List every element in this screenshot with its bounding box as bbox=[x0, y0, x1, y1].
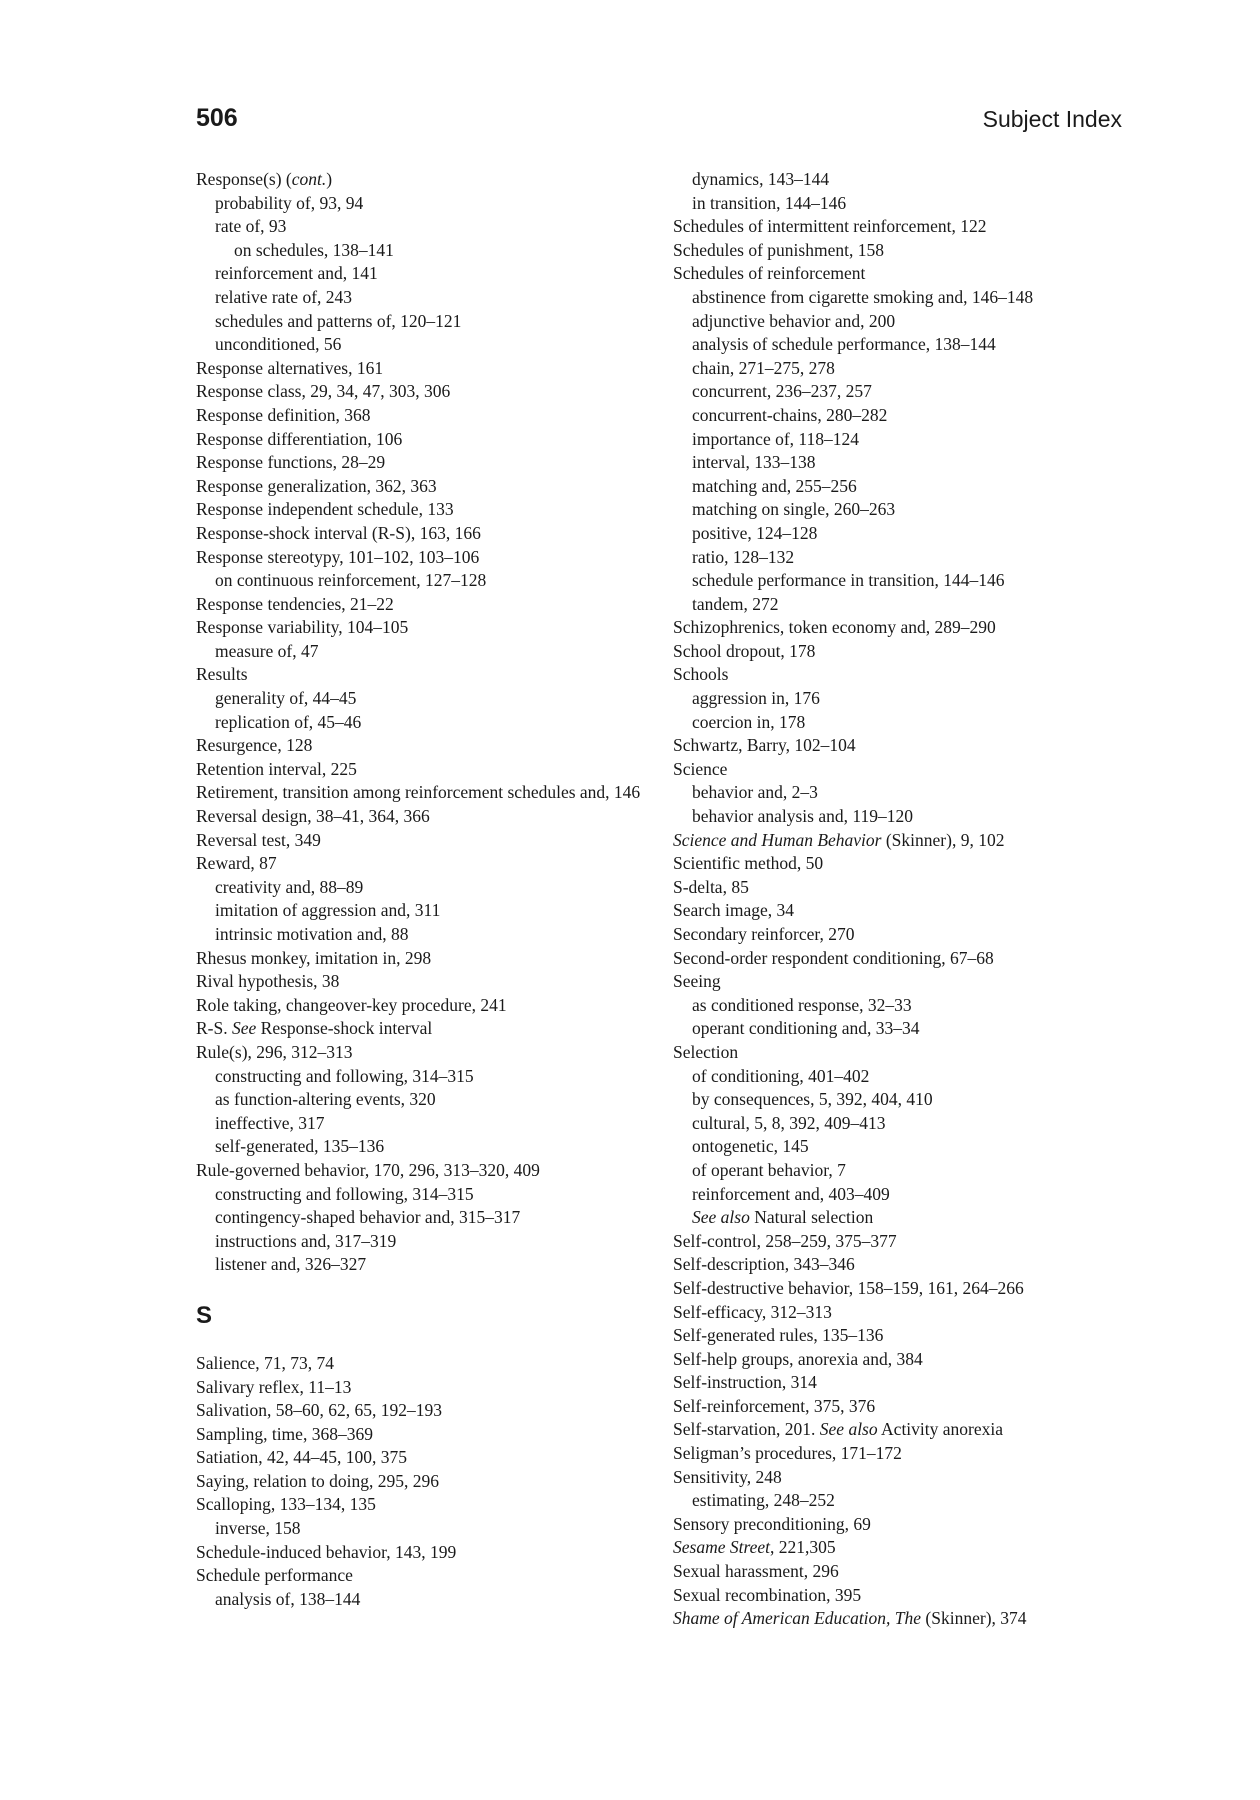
index-subentry bbox=[692, 781, 1123, 805]
index-entry bbox=[673, 970, 1123, 994]
italic-text: Shame of American Education, The bbox=[673, 1608, 922, 1629]
index-entry bbox=[196, 1399, 656, 1423]
index-subentry bbox=[215, 687, 656, 711]
index-entry bbox=[196, 1470, 656, 1494]
index-entry bbox=[196, 451, 656, 475]
entry-text: Response tendencies, 21–22 bbox=[196, 593, 394, 614]
entry-text: Salivation, 58–60, 62, 65, 192–193 bbox=[196, 1400, 442, 1421]
index-subentry bbox=[692, 1489, 1123, 1513]
index-entry bbox=[196, 1446, 656, 1470]
index-subentry bbox=[692, 1065, 1123, 1089]
entry-text: generality of, 44–45 bbox=[215, 688, 357, 709]
index-entry bbox=[196, 1423, 656, 1447]
entry-text: Retention interval, 225 bbox=[196, 758, 357, 779]
entry-text: aggression in, 176 bbox=[692, 688, 820, 709]
index-subentry bbox=[692, 1183, 1123, 1207]
index-subentry bbox=[215, 1065, 656, 1089]
entry-text: cultural, 5, 8, 392, 409–413 bbox=[692, 1112, 886, 1133]
index-subentry bbox=[692, 498, 1123, 522]
index-subentry bbox=[692, 310, 1123, 334]
index-subentry bbox=[215, 1206, 656, 1230]
running-head: Subject Index bbox=[982, 106, 1122, 132]
index-entry bbox=[673, 1442, 1123, 1466]
index-subentry bbox=[692, 286, 1123, 310]
index-subentry bbox=[215, 1253, 656, 1277]
entry-text: interval, 133–138 bbox=[692, 452, 816, 473]
index-subentry bbox=[692, 1206, 1123, 1230]
index-subentry bbox=[215, 310, 656, 334]
index-subentry bbox=[692, 333, 1123, 357]
entry-text: listener and, 326–327 bbox=[215, 1254, 367, 1275]
entry-text: constructing and following, 314–315 bbox=[215, 1065, 474, 1086]
index-entry bbox=[673, 1253, 1123, 1277]
index-subentry bbox=[215, 711, 656, 735]
index-subentry bbox=[215, 640, 656, 664]
index-entry bbox=[196, 404, 656, 428]
entry-text: Self-help groups, anorexia and, 384 bbox=[673, 1348, 923, 1369]
entry-text: in transition, 144–146 bbox=[692, 192, 847, 213]
entry-text: (Skinner), 374 bbox=[921, 1608, 1027, 1629]
entry-text: measure of, 47 bbox=[215, 640, 319, 661]
entry-text: creativity and, 88–89 bbox=[215, 876, 364, 897]
index-entry bbox=[196, 947, 656, 971]
entry-text: Activity anorexia bbox=[877, 1419, 1004, 1440]
index-entry bbox=[673, 1277, 1123, 1301]
entry-text: imitation of aggression and, 311 bbox=[215, 900, 441, 921]
index-entry bbox=[673, 1607, 1123, 1631]
index-entry bbox=[196, 380, 656, 404]
index-subentry bbox=[692, 1017, 1123, 1041]
entry-text: Schedules of reinforcement bbox=[673, 263, 866, 284]
entry-text: (Skinner), 9, 102 bbox=[881, 829, 1005, 850]
index-subentry bbox=[692, 1135, 1123, 1159]
index-entry bbox=[196, 616, 656, 640]
entry-text: Resurgence, 128 bbox=[196, 735, 313, 756]
entry-text: Salivary reflex, 11–13 bbox=[196, 1376, 352, 1397]
italic-text: cont. bbox=[291, 169, 327, 189]
entry-text: Scalloping, 133–134, 135 bbox=[196, 1494, 376, 1515]
entry-text: ineffective, 317 bbox=[215, 1112, 325, 1133]
entry-text: positive, 124–128 bbox=[692, 522, 818, 543]
entry-text: Retirement, transition among reinforcement schedules and, 146 bbox=[196, 782, 641, 803]
entry-text: matching and, 255–256 bbox=[692, 475, 857, 496]
index-entry bbox=[196, 168, 656, 192]
entry-text: R-S. bbox=[196, 1018, 232, 1039]
entry-text: Self-destructive behavior, 158–159, 161, 264–266 bbox=[673, 1277, 1024, 1298]
index-subentry bbox=[215, 1088, 656, 1112]
index-subentry bbox=[215, 215, 656, 239]
entry-text: Second-order respondent conditioning, 67–68 bbox=[673, 947, 994, 968]
index-entry bbox=[196, 498, 656, 522]
index-entry bbox=[673, 215, 1123, 239]
index-entry bbox=[196, 546, 656, 570]
index-entry bbox=[673, 852, 1123, 876]
entry-text: analysis of schedule performance, 138–144 bbox=[692, 334, 996, 355]
entry-text: of conditioning, 401–402 bbox=[692, 1065, 870, 1086]
index-subentry bbox=[692, 451, 1123, 475]
index-entry bbox=[196, 994, 656, 1018]
index-subentry bbox=[692, 192, 1123, 216]
entry-text: Results bbox=[196, 664, 248, 685]
index-entry bbox=[673, 1584, 1123, 1608]
index-subentry bbox=[234, 239, 656, 263]
entry-text: on schedules, 138–141 bbox=[234, 239, 394, 260]
index-subentry bbox=[692, 168, 1123, 192]
entry-text: Response class, 29, 34, 47, 303, 306 bbox=[196, 381, 451, 402]
index-subentry bbox=[215, 1135, 656, 1159]
entry-text: Sampling, time, 368–369 bbox=[196, 1423, 373, 1444]
index-entry bbox=[196, 1017, 656, 1041]
entry-text: Role taking, changeover-key procedure, 241 bbox=[196, 994, 507, 1015]
entry-text: Science bbox=[673, 758, 728, 779]
entry-text: as conditioned response, 32–33 bbox=[692, 994, 912, 1015]
index-entry bbox=[673, 1324, 1123, 1348]
entry-text: ) bbox=[326, 169, 333, 189]
index-entry bbox=[196, 428, 656, 452]
entry-text: Natural selection bbox=[749, 1207, 874, 1228]
entry-text: behavior and, 2–3 bbox=[692, 782, 818, 803]
entry-text: Response(s) ( bbox=[196, 169, 292, 189]
italic-text: See also bbox=[819, 1419, 878, 1440]
entry-text: on continuous reinforcement, 127–128 bbox=[215, 570, 487, 591]
entry-text: Rule(s), 296, 312–313 bbox=[196, 1041, 353, 1062]
entry-text: importance of, 118–124 bbox=[692, 428, 860, 449]
entry-text: intrinsic motivation and, 88 bbox=[215, 924, 409, 944]
entry-text: Sensory preconditioning, 69 bbox=[673, 1513, 871, 1534]
entry-text: Response functions, 28–29 bbox=[196, 452, 386, 473]
index-column-left bbox=[196, 168, 656, 1611]
index-entry bbox=[673, 758, 1123, 782]
index-subentry bbox=[215, 1112, 656, 1136]
entry-text: Schedule performance bbox=[196, 1565, 353, 1586]
entry-text: reinforcement and, 403–409 bbox=[692, 1183, 890, 1204]
index-subentry bbox=[215, 192, 656, 216]
index-entry bbox=[673, 1466, 1123, 1490]
entry-text: Seligman’s procedures, 171–172 bbox=[673, 1443, 902, 1464]
index-subentry bbox=[215, 923, 656, 947]
entry-text: Self-starvation, 201. bbox=[673, 1419, 820, 1440]
entry-text: , 221,305 bbox=[770, 1537, 836, 1558]
index-subentry bbox=[692, 380, 1123, 404]
entry-text: Rival hypothesis, 38 bbox=[196, 971, 340, 992]
entry-text: Rule-governed behavior, 170, 296, 313–320, 409 bbox=[196, 1159, 540, 1180]
index-subentry bbox=[692, 805, 1123, 829]
entry-text: Self-efficacy, 312–313 bbox=[673, 1301, 832, 1322]
entry-text: schedules and patterns of, 120–121 bbox=[215, 310, 462, 331]
index-subentry bbox=[215, 1230, 656, 1254]
index-entry bbox=[673, 876, 1123, 900]
entry-text: Response generalization, 362, 363 bbox=[196, 475, 437, 496]
entry-text: coercion in, 178 bbox=[692, 711, 806, 732]
index-subentry bbox=[215, 1588, 656, 1612]
index-subentry bbox=[692, 569, 1123, 593]
entry-text: concurrent-chains, 280–282 bbox=[692, 404, 888, 425]
entry-text: Response independent schedule, 133 bbox=[196, 499, 454, 520]
index-entry bbox=[673, 1536, 1123, 1560]
entry-text: by consequences, 5, 392, 404, 410 bbox=[692, 1089, 933, 1110]
index-subentry bbox=[692, 1112, 1123, 1136]
entry-text: Sensitivity, 248 bbox=[673, 1466, 782, 1487]
entry-text: Response definition, 368 bbox=[196, 404, 371, 425]
italic-text: See also bbox=[692, 1207, 750, 1228]
index-entry bbox=[673, 663, 1123, 687]
entry-text: ratio, 128–132 bbox=[692, 546, 795, 567]
entry-text: of operant behavior, 7 bbox=[692, 1159, 846, 1180]
index-entry bbox=[673, 1301, 1123, 1325]
entry-text: Reward, 87 bbox=[196, 853, 277, 874]
index-entry bbox=[196, 758, 656, 782]
italic-text: See bbox=[231, 1018, 257, 1039]
index-subentry bbox=[215, 262, 656, 286]
entry-text: rate of, 93 bbox=[215, 216, 287, 237]
index-subentry bbox=[692, 1088, 1123, 1112]
index-entry bbox=[673, 1513, 1123, 1537]
entry-text: Reversal test, 349 bbox=[196, 829, 321, 850]
entry-text: Response differentiation, 106 bbox=[196, 428, 403, 449]
index-subentry bbox=[692, 546, 1123, 570]
entry-text: estimating, 248–252 bbox=[692, 1490, 835, 1511]
entry-text: tandem, 272 bbox=[692, 593, 779, 614]
entry-text: Sexual harassment, 296 bbox=[673, 1561, 839, 1582]
index-subentry bbox=[692, 475, 1123, 499]
entry-text: Self-generated rules, 135–136 bbox=[673, 1325, 884, 1346]
index-entry bbox=[673, 1230, 1123, 1254]
index-entry bbox=[673, 262, 1123, 286]
entry-text: operant conditioning and, 33–34 bbox=[692, 1018, 920, 1039]
index-subentry bbox=[215, 899, 656, 923]
italic-text: Sesame Street bbox=[673, 1537, 771, 1558]
entry-text: inverse, 158 bbox=[215, 1518, 301, 1539]
index-subentry bbox=[692, 1159, 1123, 1183]
index-entry bbox=[196, 1159, 656, 1183]
index-entry bbox=[196, 475, 656, 499]
index-entry bbox=[196, 1493, 656, 1517]
entry-text: probability of, 93, 94 bbox=[215, 192, 364, 213]
italic-text: Science and Human Behavior bbox=[673, 829, 882, 850]
entry-text: Secondary reinforcer, 270 bbox=[673, 924, 855, 944]
entry-text: Saying, relation to doing, 295, 296 bbox=[196, 1470, 440, 1491]
entry-text: Schizophrenics, token economy and, 289–290 bbox=[673, 617, 996, 638]
index-subentry bbox=[692, 687, 1123, 711]
entry-text: dynamics, 143–144 bbox=[692, 169, 830, 189]
entry-text: Reversal design, 38–41, 364, 366 bbox=[196, 806, 430, 827]
index-subentry bbox=[692, 428, 1123, 452]
index-subentry bbox=[215, 1183, 656, 1207]
entry-text: Self-instruction, 314 bbox=[673, 1372, 817, 1393]
entry-text: reinforcement and, 141 bbox=[215, 263, 378, 284]
entry-text: S-delta, 85 bbox=[673, 876, 749, 897]
entry-text: adjunctive behavior and, 200 bbox=[692, 310, 896, 331]
index-entry bbox=[673, 829, 1123, 853]
entry-text: School dropout, 178 bbox=[673, 640, 816, 661]
index-subentry bbox=[215, 333, 656, 357]
entry-text: unconditioned, 56 bbox=[215, 334, 342, 355]
index-entry bbox=[673, 640, 1123, 664]
entry-text: Response stereotypy, 101–102, 103–106 bbox=[196, 546, 480, 567]
entry-text: Response variability, 104–105 bbox=[196, 617, 409, 638]
entry-text: Self-reinforcement, 375, 376 bbox=[673, 1395, 876, 1416]
index-entry bbox=[196, 781, 656, 805]
index-entry bbox=[196, 970, 656, 994]
index-entry bbox=[196, 522, 656, 546]
entry-text: Schedules of punishment, 158 bbox=[673, 239, 884, 260]
index-entry bbox=[196, 663, 656, 687]
index-entry bbox=[673, 1560, 1123, 1584]
entry-text: abstinence from cigarette smoking and, 146–148 bbox=[692, 286, 1034, 307]
index-entry bbox=[673, 947, 1123, 971]
index-subentry bbox=[692, 593, 1123, 617]
entry-text: Sexual recombination, 395 bbox=[673, 1584, 862, 1605]
entry-text: ontogenetic, 145 bbox=[692, 1136, 809, 1157]
entry-text: replication of, 45–46 bbox=[215, 711, 362, 732]
entry-text: relative rate of, 243 bbox=[215, 286, 353, 307]
entry-text: Self-description, 343–346 bbox=[673, 1254, 855, 1275]
index-entry bbox=[196, 1564, 656, 1588]
index-entry bbox=[196, 1041, 656, 1065]
entry-text: Salience, 71, 73, 74 bbox=[196, 1352, 335, 1373]
index-entry bbox=[673, 899, 1123, 923]
index-subentry bbox=[215, 286, 656, 310]
entry-text: Response-shock interval (R-S), 163, 166 bbox=[196, 522, 481, 543]
entry-text: constructing and following, 314–315 bbox=[215, 1183, 474, 1204]
index-subentry bbox=[692, 357, 1123, 381]
index-subentry bbox=[692, 522, 1123, 546]
index-subentry bbox=[692, 404, 1123, 428]
entry-text: concurrent, 236–237, 257 bbox=[692, 381, 872, 402]
entry-text: Schools bbox=[673, 664, 729, 685]
index-entry bbox=[196, 357, 656, 381]
page-header bbox=[196, 104, 1122, 144]
page-number: 506 bbox=[196, 104, 238, 132]
entry-text: matching on single, 260–263 bbox=[692, 499, 896, 520]
entry-text: Response alternatives, 161 bbox=[196, 357, 384, 378]
entry-text: Response-shock interval bbox=[256, 1018, 433, 1039]
entry-text: Schedules of intermittent reinforcement, 122 bbox=[673, 216, 987, 237]
index-entry bbox=[196, 852, 656, 876]
entry-text: as function-altering events, 320 bbox=[215, 1089, 436, 1110]
entry-text: Search image, 34 bbox=[673, 900, 794, 921]
index-entry bbox=[673, 923, 1123, 947]
entry-text: self-generated, 135–136 bbox=[215, 1136, 385, 1157]
entry-text: Rhesus monkey, imitation in, 298 bbox=[196, 947, 432, 968]
index-column-right bbox=[673, 168, 1123, 1631]
section-letter: S bbox=[196, 1301, 213, 1329]
entry-text: contingency-shaped behavior and, 315–317 bbox=[215, 1207, 521, 1228]
index-subentry bbox=[692, 711, 1123, 735]
entry-text: Self-control, 258–259, 375–377 bbox=[673, 1230, 897, 1251]
index-entry bbox=[196, 1541, 656, 1565]
entry-text: Scientific method, 50 bbox=[673, 853, 824, 874]
index-entry bbox=[673, 1371, 1123, 1395]
index-entry bbox=[196, 1376, 656, 1400]
entry-text: Schwartz, Barry, 102–104 bbox=[673, 735, 856, 756]
index-entry bbox=[673, 616, 1123, 640]
index-subentry bbox=[215, 876, 656, 900]
index-subentry bbox=[692, 994, 1123, 1018]
entry-text: Selection bbox=[673, 1041, 739, 1062]
entry-text: Satiation, 42, 44–45, 100, 375 bbox=[196, 1447, 407, 1468]
index-entry bbox=[673, 1418, 1123, 1442]
index-subentry bbox=[215, 1517, 656, 1541]
index-entry bbox=[196, 805, 656, 829]
entry-text: behavior analysis and, 119–120 bbox=[692, 806, 913, 827]
index-entry bbox=[673, 734, 1123, 758]
entry-text: analysis of, 138–144 bbox=[215, 1588, 361, 1609]
index-subentry bbox=[215, 569, 656, 593]
index-entry bbox=[673, 239, 1123, 263]
entry-text: Seeing bbox=[673, 971, 721, 992]
entry-text: instructions and, 317–319 bbox=[215, 1230, 397, 1251]
index-entry bbox=[673, 1395, 1123, 1419]
entry-text: chain, 271–275, 278 bbox=[692, 357, 835, 378]
index-entry bbox=[196, 593, 656, 617]
index-entry bbox=[673, 1348, 1123, 1372]
entry-text: schedule performance in transition, 144–146 bbox=[692, 570, 1005, 591]
index-entry bbox=[196, 829, 656, 853]
entry-text: Schedule-induced behavior, 143, 199 bbox=[196, 1541, 457, 1562]
index-entry bbox=[196, 1352, 656, 1376]
index-entry bbox=[673, 1041, 1123, 1065]
index-entry bbox=[196, 734, 656, 758]
